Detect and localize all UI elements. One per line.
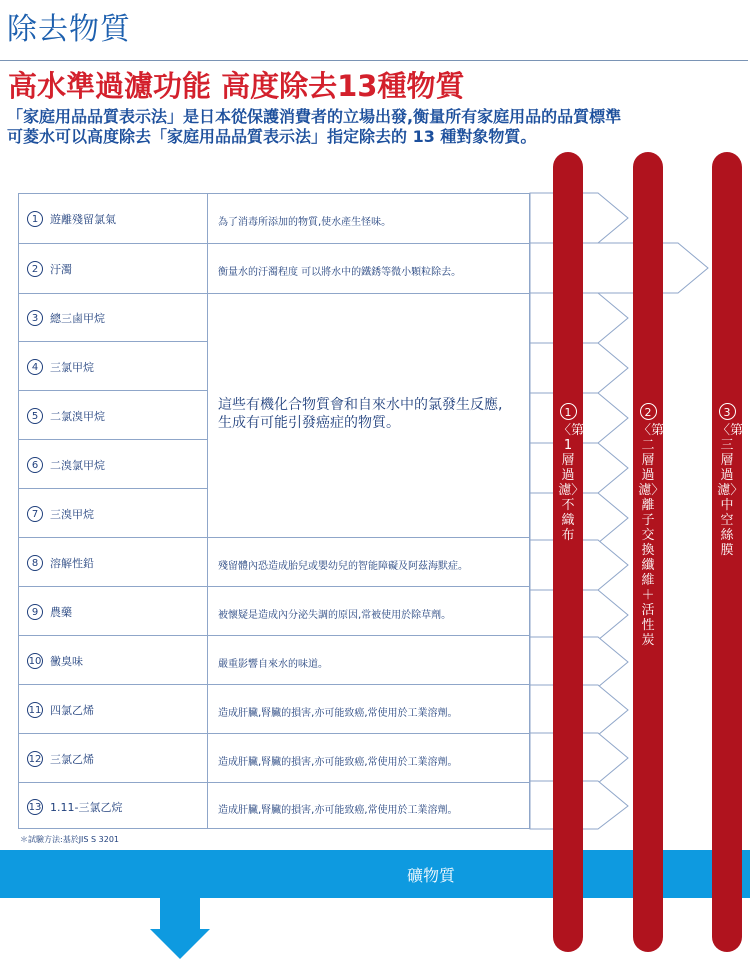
table-row bbox=[19, 408, 105, 424]
layer-name: 〈第1層過濾〉不織布 bbox=[558, 423, 585, 543]
description-9: 被懷疑是造成內分泌失調的原因,常被使用於除草劑。 bbox=[218, 610, 452, 621]
substance-table bbox=[18, 193, 530, 829]
description-3-7-line-1: 這些有機化合物質會和自來水中的氯發生反應, bbox=[218, 397, 503, 413]
table-row bbox=[19, 799, 122, 815]
substance-name: 總三鹵甲烷 bbox=[50, 312, 105, 325]
description-12: 造成肝臟,腎臟的損害,亦可能致癌,常使用於工業溶劑。 bbox=[218, 757, 458, 768]
table-row bbox=[19, 211, 116, 227]
table-row bbox=[19, 604, 72, 620]
item-number: 2 bbox=[27, 261, 43, 277]
table-row bbox=[19, 261, 72, 277]
mineral-label: 礦物質 bbox=[407, 866, 456, 885]
layer-name: 〈第二層過濾〉離子交換纖維＋活性炭 bbox=[638, 423, 665, 648]
item-number: 7 bbox=[27, 506, 43, 522]
substance-name: 1.11-三氯乙烷 bbox=[50, 801, 123, 814]
row-divider bbox=[19, 684, 529, 685]
layer-number: 1 bbox=[560, 403, 577, 420]
substance-name: 遊離殘留氯氣 bbox=[50, 213, 116, 226]
substance-name: 三溴甲烷 bbox=[50, 508, 94, 521]
description-13: 造成肝臟,腎臟的損害,亦可能致癌,常使用於工業溶劑。 bbox=[218, 805, 458, 816]
table-row bbox=[19, 751, 94, 767]
main-heading: 高水準過濾功能 高度除去13種物質 bbox=[8, 69, 465, 103]
table-row bbox=[19, 555, 94, 571]
substance-name: 農藥 bbox=[50, 606, 72, 619]
item-number: 13 bbox=[27, 799, 43, 815]
row-divider bbox=[19, 488, 207, 489]
substance-name: 三氯乙烯 bbox=[50, 753, 94, 766]
row-divider bbox=[19, 586, 529, 587]
description-2: 衡量水的汙濁程度 可以將水中的鐵銹等微小顆粒除去。 bbox=[218, 267, 462, 278]
table-row bbox=[19, 702, 94, 718]
description-1: 為了消毒所添加的物質,使水產生怪味。 bbox=[218, 217, 392, 228]
layer-number: 2 bbox=[640, 403, 657, 420]
table-row bbox=[19, 457, 105, 473]
table-row bbox=[19, 653, 83, 669]
item-number: 4 bbox=[27, 359, 43, 375]
item-number: 9 bbox=[27, 604, 43, 620]
intro-line-1: 「家庭用品品質表示法」是日本從保護消費者的立場出發,衡量所有家庭用品的品質標準 bbox=[7, 107, 622, 126]
row-divider bbox=[19, 243, 529, 244]
filter-layer-1-label bbox=[558, 403, 585, 543]
filter-layer-2-label bbox=[638, 403, 665, 648]
row-divider bbox=[19, 341, 207, 342]
substance-name: 二溴氯甲烷 bbox=[50, 459, 105, 472]
substance-name: 二氯溴甲烷 bbox=[50, 410, 105, 423]
item-number: 10 bbox=[27, 653, 43, 669]
layer-name: 〈第三層過濾〉中空絲膜 bbox=[717, 423, 744, 558]
row-divider bbox=[19, 537, 529, 538]
description-3-7 bbox=[218, 396, 502, 432]
substance-name: 汙濁 bbox=[50, 263, 72, 276]
row-divider bbox=[19, 439, 207, 440]
description-10: 嚴重影響自來水的味道。 bbox=[218, 659, 328, 670]
item-number: 1 bbox=[27, 211, 43, 227]
table-row bbox=[19, 310, 105, 326]
substance-name: 三氯甲烷 bbox=[50, 361, 94, 374]
item-number: 8 bbox=[27, 555, 43, 571]
substance-name: 四氯乙烯 bbox=[50, 704, 94, 717]
description-11: 造成肝臟,腎臟的損害,亦可能致癌,常使用於工業溶劑。 bbox=[218, 708, 458, 719]
item-number: 12 bbox=[27, 751, 43, 767]
table-row bbox=[19, 506, 94, 522]
item-number: 5 bbox=[27, 408, 43, 424]
filter-layer-1-pipe bbox=[553, 152, 583, 952]
description-8: 殘留體內恐造成胎兒或嬰幼兒的智能障礙及阿茲海默症。 bbox=[218, 561, 468, 572]
row-divider bbox=[19, 782, 529, 783]
down-arrow-icon bbox=[150, 897, 210, 959]
description-3-7-line-2: 生成有可能引發癌症的物質。 bbox=[218, 415, 400, 431]
row-divider bbox=[19, 635, 529, 636]
item-number: 3 bbox=[27, 310, 43, 326]
filter-layer-3-label bbox=[717, 403, 744, 558]
substance-name: 黴臭味 bbox=[50, 655, 83, 668]
layer-number: 3 bbox=[719, 403, 736, 420]
item-number: 11 bbox=[27, 702, 43, 718]
page-title: 除去物質 bbox=[7, 12, 131, 47]
item-number: 6 bbox=[27, 457, 43, 473]
footnote: ＊試驗方法:基於JIS S 3201 bbox=[20, 835, 120, 844]
intro-line-2: 可菱水可以高度除去「家庭用品品質表示法」指定除去的 13 種對象物質。 bbox=[7, 127, 537, 146]
row-divider bbox=[19, 293, 529, 294]
row-divider bbox=[19, 733, 529, 734]
substance-name: 溶解性鉛 bbox=[50, 557, 94, 570]
row-divider bbox=[19, 390, 207, 391]
table-row bbox=[19, 359, 94, 375]
